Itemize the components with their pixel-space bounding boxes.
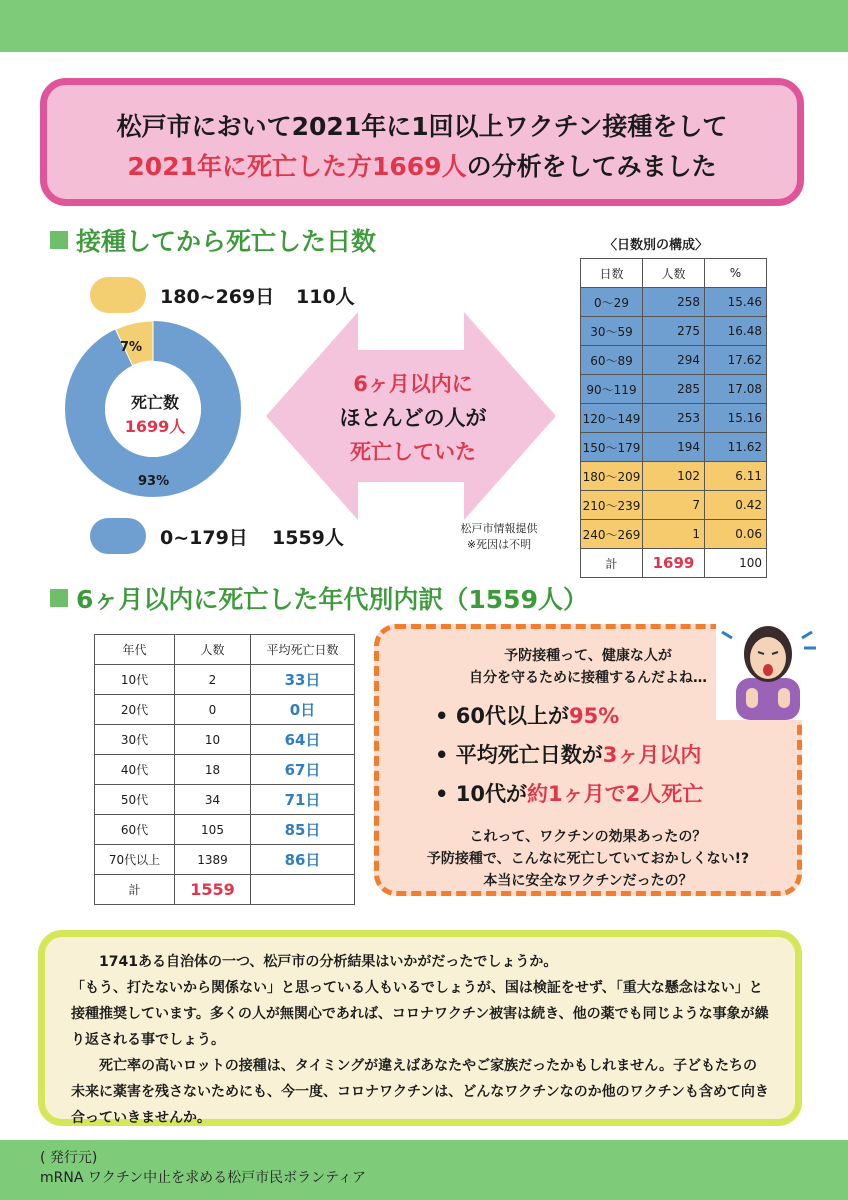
legend-top-count: 110人 <box>296 285 355 308</box>
table-cell: 150～179 <box>581 433 643 462</box>
table-row <box>581 462 767 491</box>
table-cell: 0.42 <box>705 491 767 520</box>
section-marker-icon <box>50 589 68 607</box>
table-header: 平均死亡日数 <box>251 635 355 665</box>
table-row <box>581 346 767 375</box>
table-total-count: 1559 <box>175 875 251 905</box>
table-row <box>95 785 355 815</box>
table-cell: 210～239 <box>581 491 643 520</box>
closing-message-box <box>38 930 802 1126</box>
top-banner <box>0 0 848 52</box>
table-cell: 計 <box>581 549 643 578</box>
bubble-q2-line3: 本当に安全なワクチンだったの？ <box>483 873 693 889</box>
table-total-row <box>95 875 355 905</box>
table-cell: 64日 <box>251 725 355 755</box>
section2-heading <box>50 580 588 616</box>
table-cell: 17.08 <box>705 375 767 404</box>
table-row <box>95 665 355 695</box>
table-cell: 17.62 <box>705 346 767 375</box>
section-marker-icon <box>50 231 68 249</box>
table-cell: 15.16 <box>705 404 767 433</box>
table-cell: 60～89 <box>581 346 643 375</box>
table-total-count: 1699 <box>643 549 705 578</box>
bullet-item: • 平均死亡日数が3ヶ月以内 <box>435 743 702 767</box>
bubble-q2-line1: これって、ワクチンの効果あったの？ <box>469 829 707 845</box>
table-cell: 10代 <box>95 665 175 695</box>
legend-bottom <box>90 518 344 554</box>
footer-label: ( 発行元) <box>40 1150 98 1166</box>
table-cell: 194 <box>643 433 705 462</box>
table-cell: 0 <box>175 695 251 725</box>
woman-icon <box>716 608 820 720</box>
table-header-row <box>95 635 355 665</box>
legend-bottom-count: 1559人 <box>272 526 344 549</box>
table-cell: 100 <box>705 549 767 578</box>
table-cell: 285 <box>643 375 705 404</box>
arrow-message <box>300 367 526 469</box>
donut-center-label: 死亡数 <box>130 393 179 412</box>
table-cell: 240～269 <box>581 520 643 549</box>
title-line1: 松戸市において2021年に1回以上ワクチン接種をして <box>116 112 728 141</box>
table-cell: 1 <box>643 520 705 549</box>
table-row <box>95 815 355 845</box>
age-table <box>94 634 355 905</box>
title-highlight: 2021年に死亡した方1669人 <box>127 152 467 181</box>
footer-bar <box>0 1140 848 1200</box>
donut-pct-small: 7% <box>120 340 143 355</box>
table-cell: 67日 <box>251 755 355 785</box>
table-header-row <box>581 259 767 288</box>
table-cell: 102 <box>643 462 705 491</box>
table-cell: 294 <box>643 346 705 375</box>
table-cell: 0日 <box>251 695 355 725</box>
table-cell: 16.48 <box>705 317 767 346</box>
table-row <box>581 520 767 549</box>
table-row <box>581 433 767 462</box>
bubble-question2 <box>379 826 797 892</box>
footer-org: mRNA ワクチン中止を求める松戸市民ボランティア <box>40 1170 367 1186</box>
table-row <box>581 288 767 317</box>
title-box <box>40 78 804 206</box>
table-cell: 7 <box>643 491 705 520</box>
legend-bottom-range: 0~179日 <box>160 526 248 549</box>
bullet-text: 平均死亡日数が <box>455 743 603 767</box>
bubble-q2-line2: 予防接種で、こんなに死亡していておかしくない!? <box>426 851 750 867</box>
table-cell: 30～59 <box>581 317 643 346</box>
table-row <box>581 404 767 433</box>
table-cell: 120～149 <box>581 404 643 433</box>
table-row <box>95 845 355 875</box>
table-cell: 90～119 <box>581 375 643 404</box>
table-cell: 105 <box>175 815 251 845</box>
table-cell: 計 <box>95 875 175 905</box>
table-header: 人数 <box>643 259 705 288</box>
table-header: 年代 <box>95 635 175 665</box>
table-cell: 40代 <box>95 755 175 785</box>
legend-top-range: 180~269日 <box>160 285 275 308</box>
section1-title: 接種してから死亡した日数 <box>76 227 377 256</box>
table-cell: 11.62 <box>705 433 767 462</box>
table-cell: 10 <box>175 725 251 755</box>
closing-paragraph1: 1741ある自治体の一つ、松戸市の分析結果はいかがだったでしょうか。 <box>99 954 558 970</box>
table-row <box>95 725 355 755</box>
worried-woman-illustration <box>716 608 820 720</box>
table-cell: 18 <box>175 755 251 785</box>
section1-heading <box>50 222 376 258</box>
table-cell: 1389 <box>175 845 251 875</box>
donut-pct-large: 93% <box>138 474 170 489</box>
bullet-highlight: 約1ヶ月で2人死亡 <box>526 782 704 806</box>
table-cell: 71日 <box>251 785 355 815</box>
legend-swatch-yellow <box>90 277 146 313</box>
table-cell: 0～29 <box>581 288 643 317</box>
bullet-item: • 60代以上が95% <box>435 704 620 728</box>
table-row <box>581 491 767 520</box>
table-cell: 0.06 <box>705 520 767 549</box>
arrow-line2: ほとんどの人が <box>339 406 487 430</box>
table-header: 人数 <box>175 635 251 665</box>
table-row <box>95 695 355 725</box>
table-cell: 15.46 <box>705 288 767 317</box>
table-cell: 70代以上 <box>95 845 175 875</box>
day-table <box>580 258 767 578</box>
table-cell: 33日 <box>251 665 355 695</box>
table-cell <box>251 875 355 905</box>
bubble-q1-line1: 予防接種って、健康な人が <box>504 648 672 664</box>
table-cell: 2 <box>175 665 251 695</box>
arrow-line1: 6ヶ月以内に <box>353 372 473 396</box>
bullet-item: • 10代が約1ヶ月で2人死亡 <box>435 782 704 806</box>
closing-paragraph3: 死亡率の高いロットの接種は、タイミングが違えばあなたやご家族だったかもしれません。子どもたちの未来に薬害を残さないためにも、今一度、コロナワクチンは、どんなワクチンなのか他のワクチンも含めて向き合っていきませんか。 <box>71 1058 769 1126</box>
table-row <box>95 755 355 785</box>
arrow-line3: 死亡していた <box>350 440 476 464</box>
bullet-text: 10代が <box>455 782 527 806</box>
table-cell: 34 <box>175 785 251 815</box>
donut-center-value: 1699人 <box>124 417 186 436</box>
table-row <box>581 317 767 346</box>
bullet-text: 60代以上が <box>455 704 569 728</box>
table-header: % <box>705 259 767 288</box>
bubble-q1-line2: 自分を守るために接種するんだよね… <box>469 670 707 686</box>
table-cell: 85日 <box>251 815 355 845</box>
table-cell: 253 <box>643 404 705 433</box>
table-total-row <box>581 549 767 578</box>
source-line2: ※死因は不明 <box>466 538 532 551</box>
title-rest: の分析をしてみました <box>466 152 717 181</box>
table-cell: 275 <box>643 317 705 346</box>
table-cell: 86日 <box>251 845 355 875</box>
table-header: 日数 <box>581 259 643 288</box>
table-cell: 20代 <box>95 695 175 725</box>
table-cell: 258 <box>643 288 705 317</box>
table-cell: 60代 <box>95 815 175 845</box>
source-note <box>444 521 554 553</box>
title-line2 <box>47 147 797 187</box>
table-cell: 30代 <box>95 725 175 755</box>
source-line1: 松戸市情報提供 <box>460 522 538 535</box>
table-cell: 50代 <box>95 785 175 815</box>
table-cell: 6.11 <box>705 462 767 491</box>
legend-swatch-blue <box>90 518 146 554</box>
table-cell: 180～209 <box>581 462 643 491</box>
bullet-highlight: 3ヶ月以内 <box>602 743 702 767</box>
day-table-caption: 〈日数別の構成〉 <box>604 238 709 253</box>
section2-title: 6ヶ月以内に死亡した年代別内訳（1559人） <box>76 585 588 614</box>
closing-paragraph2: 「もう、打たないから関係ない」と思っている人もいるでしょうが、国は検証をせず、「重大な懸念はない」と接種推奨しています。多くの人が無関心であれば、コロナワクチン被害は続き、他の薬でも同じような事象が繰り返される事でしょう。 <box>71 980 769 1048</box>
table-row <box>581 375 767 404</box>
bullet-highlight: 95% <box>568 704 620 728</box>
legend-top <box>90 277 355 313</box>
